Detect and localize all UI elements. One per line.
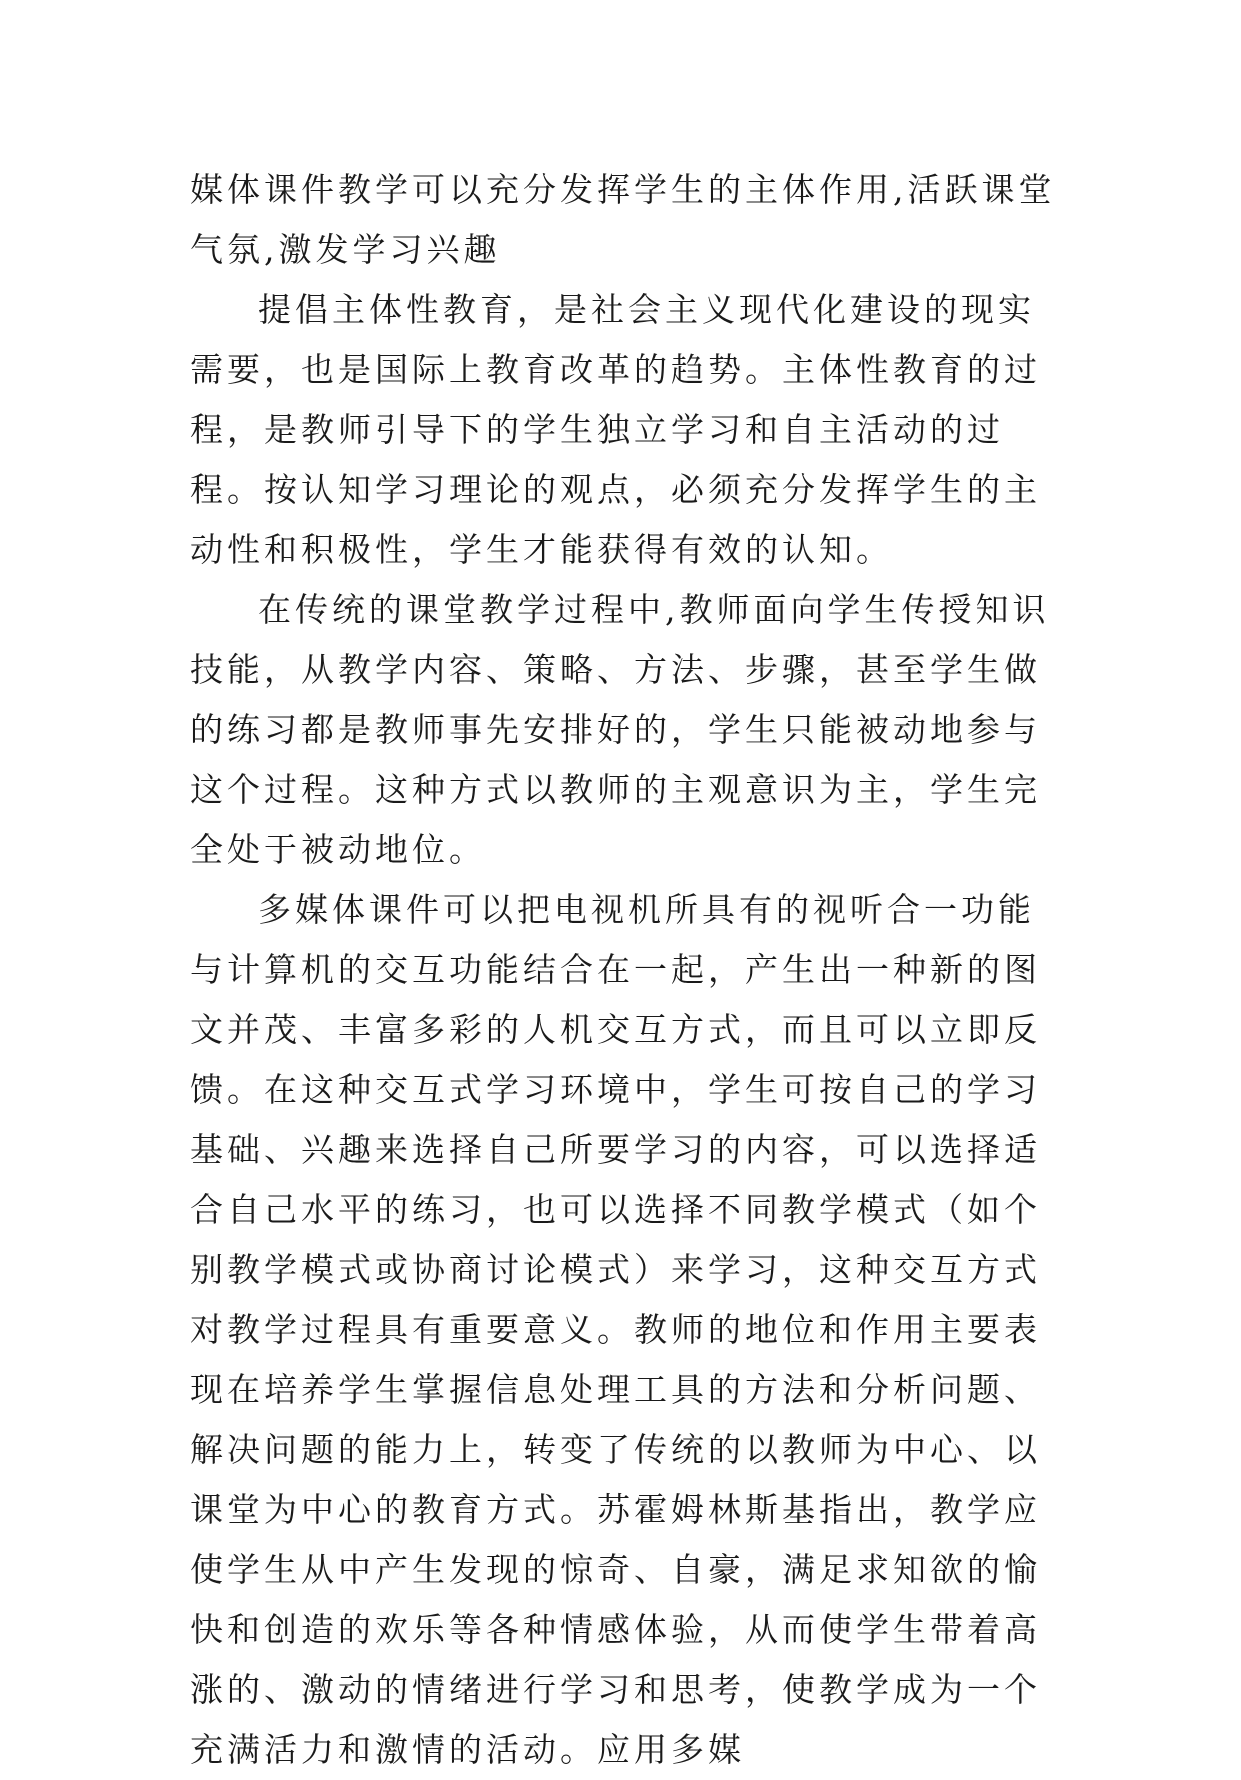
paragraph-3: 多媒体课件可以把电视机所具有的视听合一功能与计算机的交互功能结合在一起，产生出一种新的图文并茂、丰富多彩的人机交互方式，而且可以立即反馈。在这种交互式学习环境中，学生可按自己的学习基础、兴趣来选择自己所要学习的内容，可以选择适合自己水平的练习，也可以选择不同教学模式（如个别教学模式或协商讨论模式）来学习，这种交互方式对教学过程具有重要意义。教师的地位和作用主要表现在培养学生掌握信息处理工具的方法和分析问题、解决问题的能力上，转变了传统的以教师为中心、以课堂为中心的教育方式。苏霍姆林斯基指出，教学应使学生从中产生发现的惊奇、自豪，满足求知欲的愉快和创造的欢乐等各种情感体验，从而使学生带着高涨的、激动的情绪进行学习和思考，使教学成为一个充满活力和激情的活动。应用多媒 — [190, 890, 1041, 1769]
document-body — [190, 160, 1070, 1780]
paragraph-2: 在传统的课堂教学过程中,教师面向学生传授知识技能，从教学内容、策略、方法、步骤，甚至学生做的练习都是教师事先安排好的，学生只能被动地参与这个过程。这种方式以教师的主观意识为主，学生完全处于被动地位。 — [190, 590, 1050, 869]
section-heading: 媒体课件教学可以充分发挥学生的主体作用,活跃课堂气氛,激发学习兴趣 — [190, 170, 1056, 269]
paragraph-1: 提倡主体性教育，是社会主义现代化建设的现实需要，也是国际上教育改革的趋势。主体性教育的过程，是教师引导下的学生独立学习和自主活动的过程。按认知学习理论的观点，必须充分发挥学生的主动性和积极性，学生才能获得有效的认知。 — [190, 290, 1041, 569]
